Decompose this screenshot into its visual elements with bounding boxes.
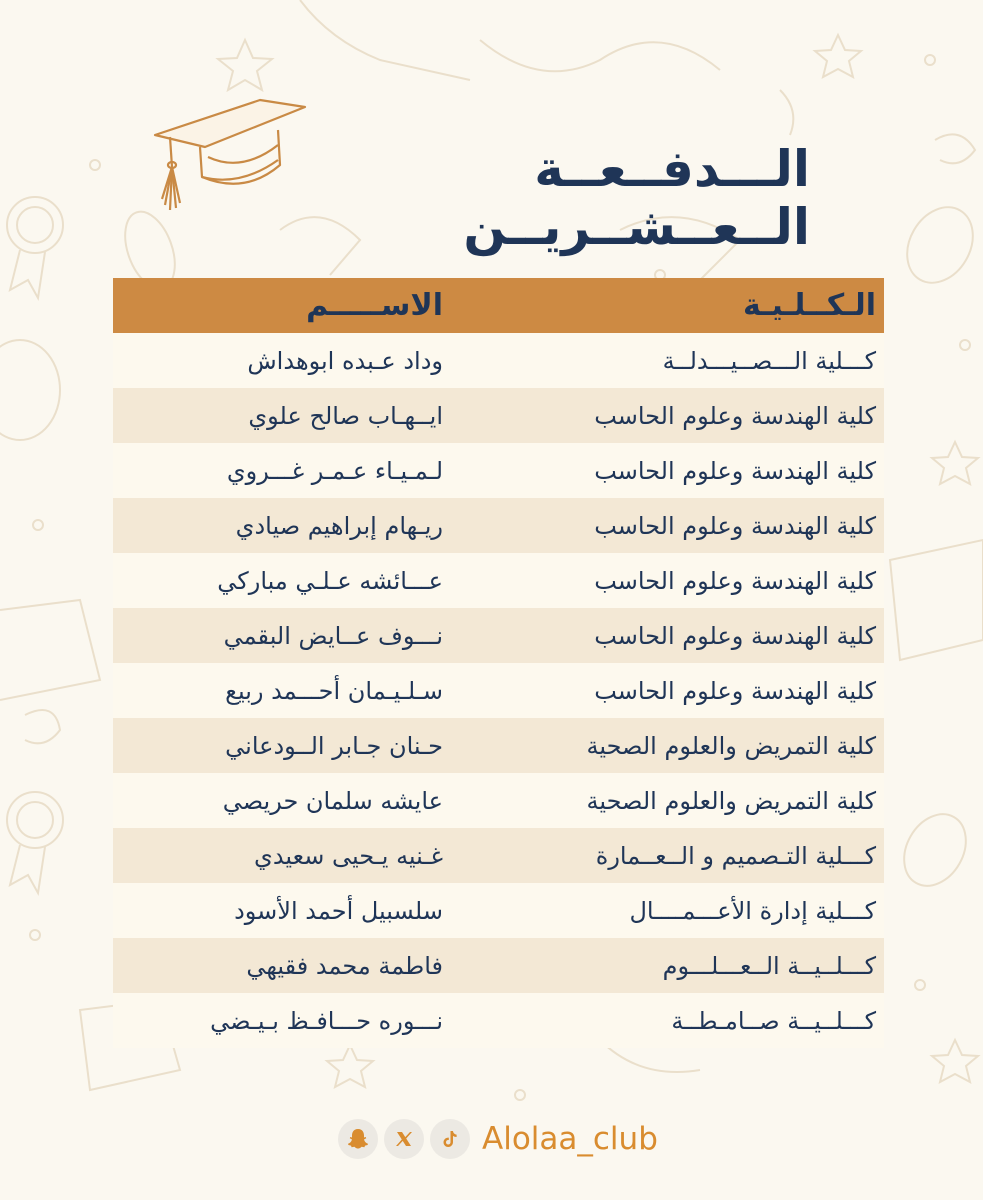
- header-college: الـكــلـيـة: [743, 288, 876, 323]
- college-cell: كـــلــيــة صــامـطــة: [671, 1006, 876, 1035]
- name-cell: نـــوره حـــافـظ بـيـضي: [210, 1006, 443, 1035]
- name-cell: فاطمة محمد فقيهي: [246, 951, 443, 980]
- social-footer: [338, 1116, 658, 1162]
- name-cell: نـــوف عــايض البقمي: [223, 621, 443, 650]
- name-cell: وداد عـبده ابوهداش: [247, 346, 443, 375]
- college-cell: كلية الهندسة وعلوم الحاسب: [594, 456, 876, 485]
- table-row: [113, 498, 884, 553]
- table-row: [113, 608, 884, 663]
- table-row: [113, 443, 884, 498]
- table-row: [113, 773, 884, 828]
- table-row: [113, 388, 884, 443]
- name-cell: غـنيه يـحيى سعيدي: [254, 841, 443, 870]
- name-cell: لـمـيـاء عـمـر غـــروي: [226, 456, 443, 485]
- table-row: [113, 828, 884, 883]
- table-row: [113, 333, 884, 388]
- x-icon[interactable]: [384, 1119, 424, 1159]
- header-name: الاســـــم: [306, 288, 443, 323]
- table-row: [113, 883, 884, 938]
- college-cell: كـــلية إدارة الأعـــمــــال: [629, 896, 876, 925]
- college-cell: كلية التمريض والعلوم الصحية: [586, 786, 876, 815]
- tiktok-icon[interactable]: [430, 1119, 470, 1159]
- table-row: [113, 938, 884, 993]
- table-row: [113, 718, 884, 773]
- college-cell: كلية الهندسة وعلوم الحاسب: [594, 566, 876, 595]
- social-handle[interactable]: Alolaa_club: [482, 1121, 658, 1157]
- name-cell: حـنان جـابر الــودعاني: [225, 731, 443, 760]
- college-cell: كلية التمريض والعلوم الصحية: [586, 731, 876, 760]
- table-row: [113, 993, 884, 1048]
- graduates-table: [113, 278, 884, 1048]
- page-title: الـــدفــعــة الــعــشــريــن: [463, 140, 810, 256]
- name-cell: عـــائشه عـلـي مباركي: [217, 566, 443, 595]
- college-cell: كـــلية التـصميم و الــعــمارة: [595, 841, 876, 870]
- name-cell: سلسبيل أحمد الأسود: [234, 896, 443, 925]
- snapchat-icon[interactable]: [338, 1119, 378, 1159]
- college-cell: كلية الهندسة وعلوم الحاسب: [594, 511, 876, 540]
- name-cell: ايــهـاب صالح علوي: [248, 401, 443, 430]
- college-cell: كلية الهندسة وعلوم الحاسب: [594, 621, 876, 650]
- table-row: [113, 663, 884, 718]
- name-cell: عايشه سلمان حريصي: [222, 786, 443, 815]
- name-cell: سـلـيـمان أحـــمد ربيع: [225, 676, 443, 705]
- college-cell: كـــلــيــة الــعـــلـــوم: [662, 951, 876, 980]
- table-row: [113, 553, 884, 608]
- table-header-row: [113, 278, 884, 333]
- college-cell: كلية الهندسة وعلوم الحاسب: [594, 401, 876, 430]
- name-cell: ريـهام إبراهيم صيادي: [235, 511, 443, 540]
- college-cell: كلية الهندسة وعلوم الحاسب: [594, 676, 876, 705]
- college-cell: كـــلية الـــصــيـــدلــة: [662, 346, 876, 375]
